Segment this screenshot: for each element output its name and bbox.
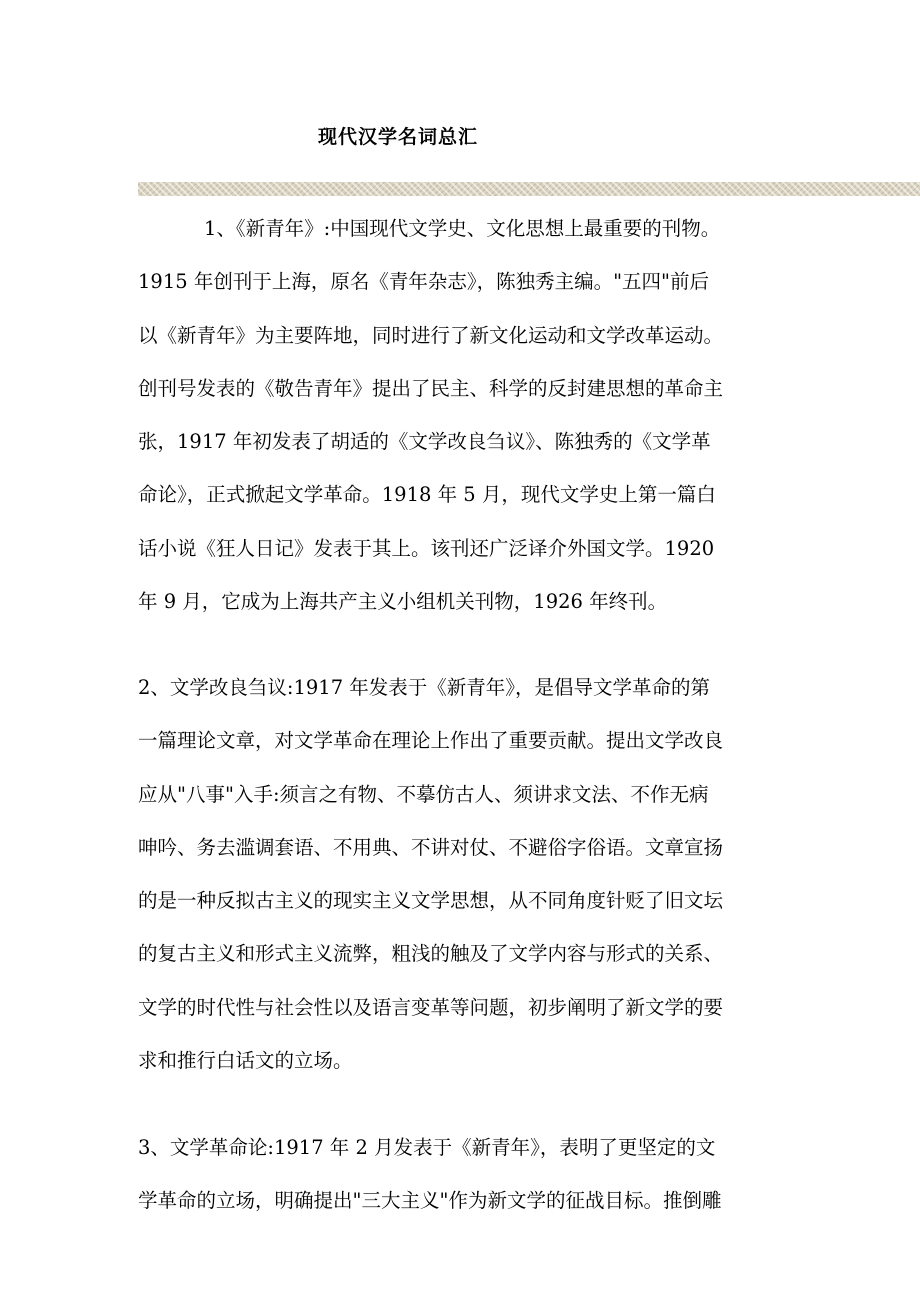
paragraph-line: 文学的时代性与社会性以及语言变革等问题，初步阐明了新文学的要 (138, 995, 724, 1019)
paragraph-line: 的是一种反拟古主义的现实主义文学思想，从不同角度针贬了旧文坛 (138, 889, 724, 913)
paragraph-line: 以《新青年》为主要阵地，同时进行了新文化运动和文学改革运动。 (138, 323, 724, 347)
paragraph-line: 一篇理论文章，对文学革命在理论上作出了重要贡献。提出文学改良 (138, 729, 724, 753)
paragraph-line: 命论》，正式掀起文学革命。1918 年 5 月，现代文学史上第一篇白 (138, 483, 716, 507)
paragraph-line: 2、文学改良刍议:1917 年发表于《新青年》，是倡导文学革命的第 (138, 676, 711, 699)
paragraph-line: 的复古主义和形式主义流弊，粗浅的触及了文学内容与形式的关系、 (138, 942, 724, 966)
entry-wenxue-geming-lun (138, 1121, 920, 1228)
paragraph-line: 年 9 月，它成为上海共产主义小组机关刊物，1926 年终刊。 (138, 590, 668, 614)
paragraph-line: 话小说《狂人日记》发表于其上。该刊还广泛译介外国文学。1920 (138, 536, 715, 560)
paragraph-line: 学革命的立场，明确提出"三大主义"作为新文学的征战目标。推倒雕 (138, 1189, 722, 1213)
paragraph-line: 呻吟、务去滥调套语、不用典、不讲对仗、不避俗字俗语。文章宣扬 (138, 835, 724, 859)
paragraph-line: 张，1917 年初发表了胡适的《文学改良刍议》、陈独秀的《文学革 (138, 430, 711, 454)
paragraph-line: 求和推行白话文的立场。 (138, 1049, 353, 1073)
entry-xin-qingnian (138, 202, 920, 628)
document-title: 现代汉学名词总汇 (318, 126, 479, 148)
decorative-divider (138, 182, 920, 196)
paragraph-line: 创刊号发表的《敬告青年》提出了民主、科学的反封建思想的革命主 (138, 376, 724, 400)
entry-wenxue-gailiang-chuyi (138, 661, 920, 1087)
paragraph-line: 应从"八事"入手:须言之有物、不摹仿古人、须讲求文法、不作无病 (138, 782, 709, 806)
paragraph-line: 1915 年创刊于上海，原名《青年杂志》，陈独秀主编。"五四"前后 (138, 270, 710, 294)
paragraph-line: 3、文学革命论:1917 年 2 月发表于《新青年》，表明了更坚定的文 (138, 1136, 716, 1159)
paragraph-line: 1、《新青年》:中国现代文学史、文化思想上最重要的刊物。 (204, 217, 721, 240)
